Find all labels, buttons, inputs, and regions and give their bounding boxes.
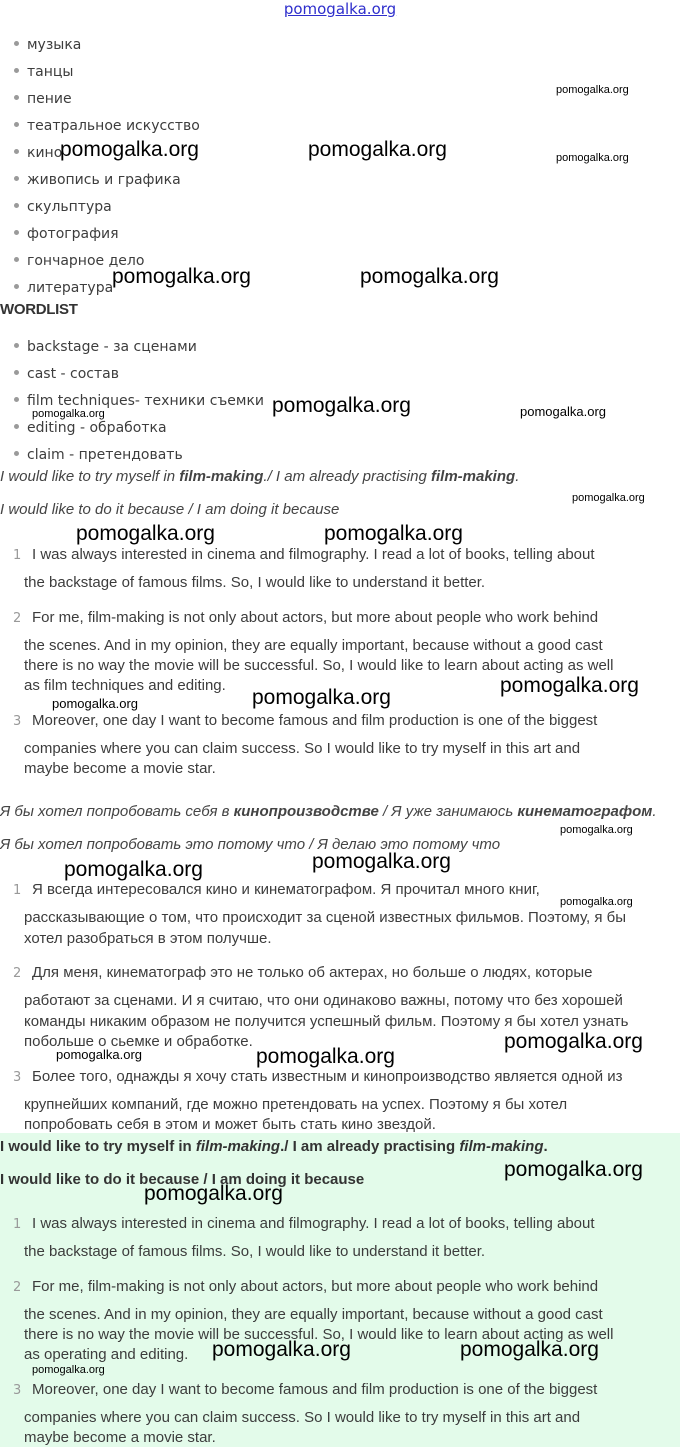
bullet-icon xyxy=(14,122,19,127)
paragraph-line: крупнейших компаний, где можно претендовать на успех. Поэтому я бы хотел xyxy=(24,1096,568,1113)
paragraph-number: 1 xyxy=(13,548,22,563)
paragraph-number: 1 xyxy=(13,1217,22,1232)
bullet-icon xyxy=(14,397,19,402)
watermark: pomogalka.org xyxy=(500,674,639,697)
bullet-icon xyxy=(14,149,19,154)
paragraph-line: рассказывающие о том, что происходит за сценой известных фильмов. Поэтому, я бы xyxy=(24,909,626,926)
wordlist-item: claim - претендовать xyxy=(14,447,183,463)
watermark: pomogalka.org xyxy=(52,696,138,711)
site-header-link[interactable]: pomogalka.org xyxy=(283,0,397,18)
paragraph-line: the scenes. And in my opinion, they are equally important, because without a good cast xyxy=(24,637,603,654)
watermark: pomogalka.org xyxy=(76,522,215,545)
phrase-line: Я бы хотел попробовать это потому что / Я делаю это потому что xyxy=(0,836,501,853)
list-item: скульптура xyxy=(14,199,112,215)
bullet-icon xyxy=(14,95,19,100)
paragraph-line: the backstage of famous films. So, I would like to understand it better. xyxy=(24,574,486,591)
list-item: пение xyxy=(14,91,72,107)
paragraph-line: companies where you can claim success. So I would like to try myself in this art and xyxy=(24,1409,581,1426)
watermark: pomogalka.org xyxy=(324,522,463,545)
list-item: кино xyxy=(14,145,62,161)
watermark: pomogalka.org xyxy=(212,1338,351,1361)
paragraph-line: as film techniques and editing. xyxy=(24,677,226,694)
list-item: литература xyxy=(14,280,113,296)
watermark: pomogalka.org xyxy=(312,850,451,873)
paragraph-number: 3 xyxy=(13,714,22,729)
paragraph-number: 2 xyxy=(13,966,22,981)
list-item: гончарное дело xyxy=(14,253,144,269)
list-item: фотография xyxy=(14,226,119,242)
bullet-icon xyxy=(14,41,19,46)
watermark: pomogalka.org xyxy=(520,404,606,419)
bullet-icon xyxy=(14,284,19,289)
paragraph-line: Я всегда интересовался кино и кинематографом. Я прочитал много книг, xyxy=(32,881,540,898)
paragraph-line: For me, film-making is not only about actors, but more about people who work behind xyxy=(32,609,599,626)
phrase-line: I would like to do it because / I am doing it because xyxy=(0,1171,365,1188)
watermark: pomogalka.org xyxy=(32,408,105,420)
paragraph-line: the backstage of famous films. So, I would like to understand it better. xyxy=(24,1243,486,1260)
phrase-line: I would like to do it because / I am doing it because xyxy=(0,501,340,518)
paragraph-line: as operating and editing. xyxy=(24,1346,189,1363)
watermark: pomogalka.org xyxy=(504,1030,643,1053)
bullet-icon xyxy=(14,230,19,235)
bullet-icon xyxy=(14,257,19,262)
wordlist-title: WORDLIST xyxy=(0,301,78,318)
bullet-icon xyxy=(14,343,19,348)
list-item: танцы xyxy=(14,64,73,80)
paragraph-line: Moreover, one day I want to become famous and film production is one of the biggest xyxy=(32,712,598,729)
bullet-icon xyxy=(14,370,19,375)
list-item: театральное искусство xyxy=(14,118,200,134)
watermark: pomogalka.org xyxy=(556,152,629,164)
list-item: живопись и графика xyxy=(14,172,181,188)
watermark: pomogalka.org xyxy=(256,1045,395,1068)
paragraph-line: maybe become a movie star. xyxy=(24,760,216,777)
watermark: pomogalka.org xyxy=(32,1364,105,1376)
paragraph-line: maybe become a movie star. xyxy=(24,1429,216,1446)
paragraph-line: работают за сценами. И я считаю, что они одинаково важны, потому что без хорошей xyxy=(24,992,623,1009)
watermark: pomogalka.org xyxy=(572,492,645,504)
bullet-icon xyxy=(14,451,19,456)
paragraph-line: Более того, однажды я хочу стать известным и кинопроизводство является одной из xyxy=(32,1068,623,1085)
list-item: музыка xyxy=(14,37,81,53)
bullet-icon xyxy=(14,203,19,208)
bullet-icon xyxy=(14,176,19,181)
wordlist-item: film techniques- техники съемки xyxy=(14,393,264,409)
watermark: pomogalka.org xyxy=(56,1047,142,1062)
watermark: pomogalka.org xyxy=(460,1338,599,1361)
watermark: pomogalka.org xyxy=(272,394,411,417)
paragraph-line: the scenes. And in my opinion, they are equally important, because without a good cast xyxy=(24,1306,603,1323)
paragraph-line: For me, film-making is not only about actors, but more about people who work behind xyxy=(32,1278,599,1295)
watermark: pomogalka.org xyxy=(64,858,203,881)
watermark: pomogalka.org xyxy=(560,896,633,908)
paragraph-number: 3 xyxy=(13,1383,22,1398)
paragraph-line: Moreover, one day I want to become famous and film production is one of the biggest xyxy=(32,1381,598,1398)
watermark: pomogalka.org xyxy=(252,686,391,709)
paragraph-line: Для меня, кинематограф это не только об актерах, но больше о людях, которые xyxy=(32,964,593,981)
bullet-icon xyxy=(14,424,19,429)
watermark: pomogalka.org xyxy=(360,265,499,288)
watermark: pomogalka.org xyxy=(504,1158,643,1181)
paragraph-line: команды никаким образом не получится успешный фильм. Поэтому я бы хотел узнать xyxy=(24,1013,629,1030)
watermark: pomogalka.org xyxy=(308,138,447,161)
paragraph-number: 2 xyxy=(13,611,22,626)
paragraph-number: 3 xyxy=(13,1070,22,1085)
phrase-line: I would like to try myself in film-making./ I am already practising film-making. xyxy=(0,1138,548,1155)
paragraph-line: I was always interested in cinema and filmography. I read a lot of books, telling about xyxy=(32,546,595,563)
paragraph-line: there is no way the movie will be successful. So, I would like to learn about acting as well xyxy=(24,1326,614,1343)
watermark: pomogalka.org xyxy=(144,1182,283,1205)
phrase-line: Я бы хотел попробовать себя в кинопроизводстве / Я уже занимаюсь кинематографом. xyxy=(0,803,657,820)
paragraph-number: 2 xyxy=(13,1280,22,1295)
bullet-icon xyxy=(14,68,19,73)
phrase-line: I would like to try myself in film-making./ I am already practising film-making. xyxy=(0,468,520,485)
paragraph-line: there is no way the movie will be successful. So, I would like to learn about acting as well xyxy=(24,657,614,674)
watermark: pomogalka.org xyxy=(560,824,633,836)
paragraph-line: I was always interested in cinema and filmography. I read a lot of books, telling about xyxy=(32,1215,595,1232)
wordlist-item: backstage - за сценами xyxy=(14,339,197,355)
paragraph-line: попробовать себя в этом и может быть стать кино звездой. xyxy=(24,1116,436,1133)
wordlist-item: editing - обработка xyxy=(14,420,167,436)
watermark: pomogalka.org xyxy=(556,84,629,96)
watermark: pomogalka.org xyxy=(112,265,251,288)
paragraph-number: 1 xyxy=(13,883,22,898)
paragraph-line: хотел разобраться в этом получше. xyxy=(24,930,272,947)
watermark: pomogalka.org xyxy=(60,138,199,161)
wordlist-item: cast - состав xyxy=(14,366,119,382)
paragraph-line: companies where you can claim success. So I would like to try myself in this art and xyxy=(24,740,581,757)
paragraph-line: побольше о сьемке и обработке. xyxy=(24,1033,253,1050)
